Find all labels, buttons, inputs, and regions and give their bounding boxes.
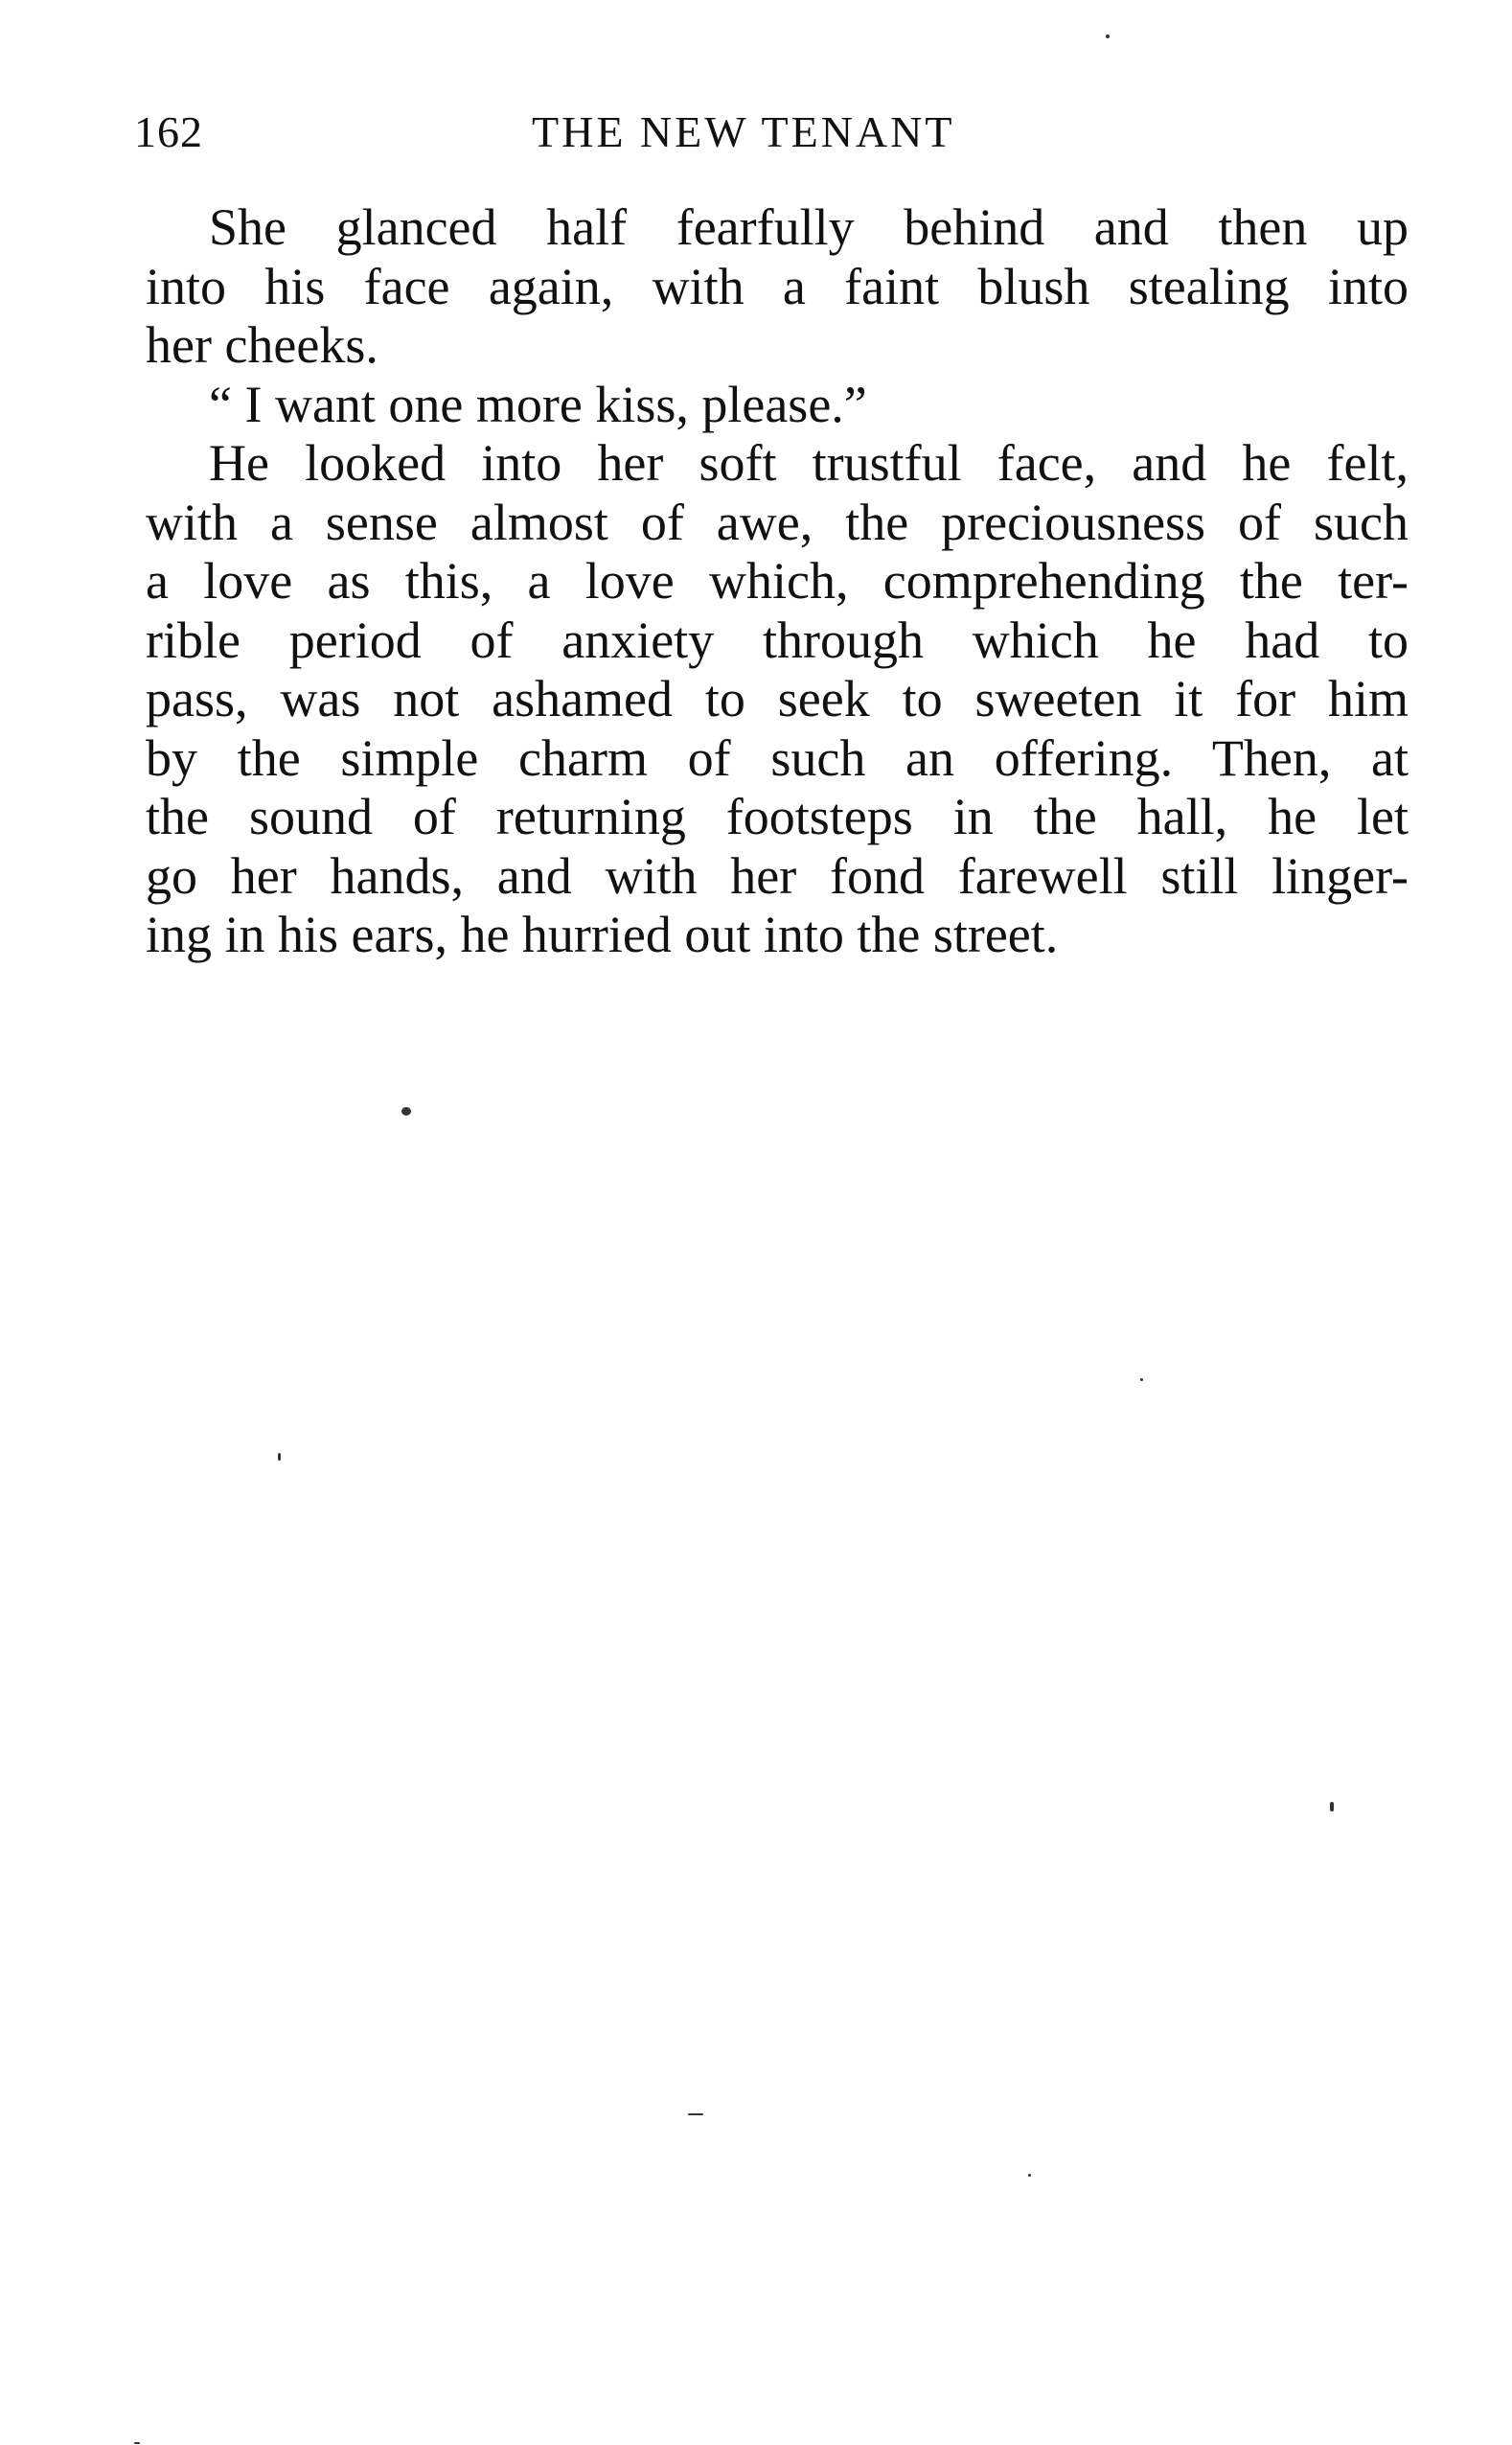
text-line: rible period of anxiety through which he had to [146, 611, 1409, 669]
text-line: the sound of returning footsteps in the hall, he let [146, 788, 1409, 845]
page-number: 162 [134, 107, 203, 156]
speck [134, 2442, 140, 2444]
paragraph [146, 376, 1409, 435]
text-line: by the simple charm of such an offering. Then, at [146, 728, 1409, 787]
text-line: go her hands, and with her fond farewell still linger- [146, 846, 1409, 905]
text-line: pass, was not ashamed to seek to sweeten it for him [146, 670, 1409, 727]
paragraph [146, 434, 1409, 965]
book-title: THE NEW TENANT [532, 107, 955, 156]
speck [278, 1453, 281, 1461]
text-line: ing in his ears, he hurried out into the street. [146, 906, 1059, 963]
text-line: her cheeks. [146, 316, 378, 374]
text-line: with a sense almost of awe, the preciousness of such [146, 493, 1409, 551]
text-line: He looked into her soft trustful face, and he felt, [209, 434, 1409, 492]
speck [1106, 35, 1110, 38]
speck [1140, 1378, 1143, 1381]
text-line: a love as this, a love which, comprehending the ter- [146, 552, 1409, 610]
speck [1330, 1802, 1334, 1811]
text-line: “ I want one more kiss, please.” [209, 375, 867, 433]
text-line: She glanced half fearfully behind and then up [209, 198, 1409, 256]
speck [1028, 2174, 1031, 2177]
speck [688, 2113, 703, 2115]
text-line: into his face again, with a faint blush stealing into [146, 257, 1409, 315]
body-text [146, 198, 1409, 965]
speck [401, 1107, 411, 1116]
paragraph [146, 198, 1409, 376]
running-head [134, 104, 1418, 161]
